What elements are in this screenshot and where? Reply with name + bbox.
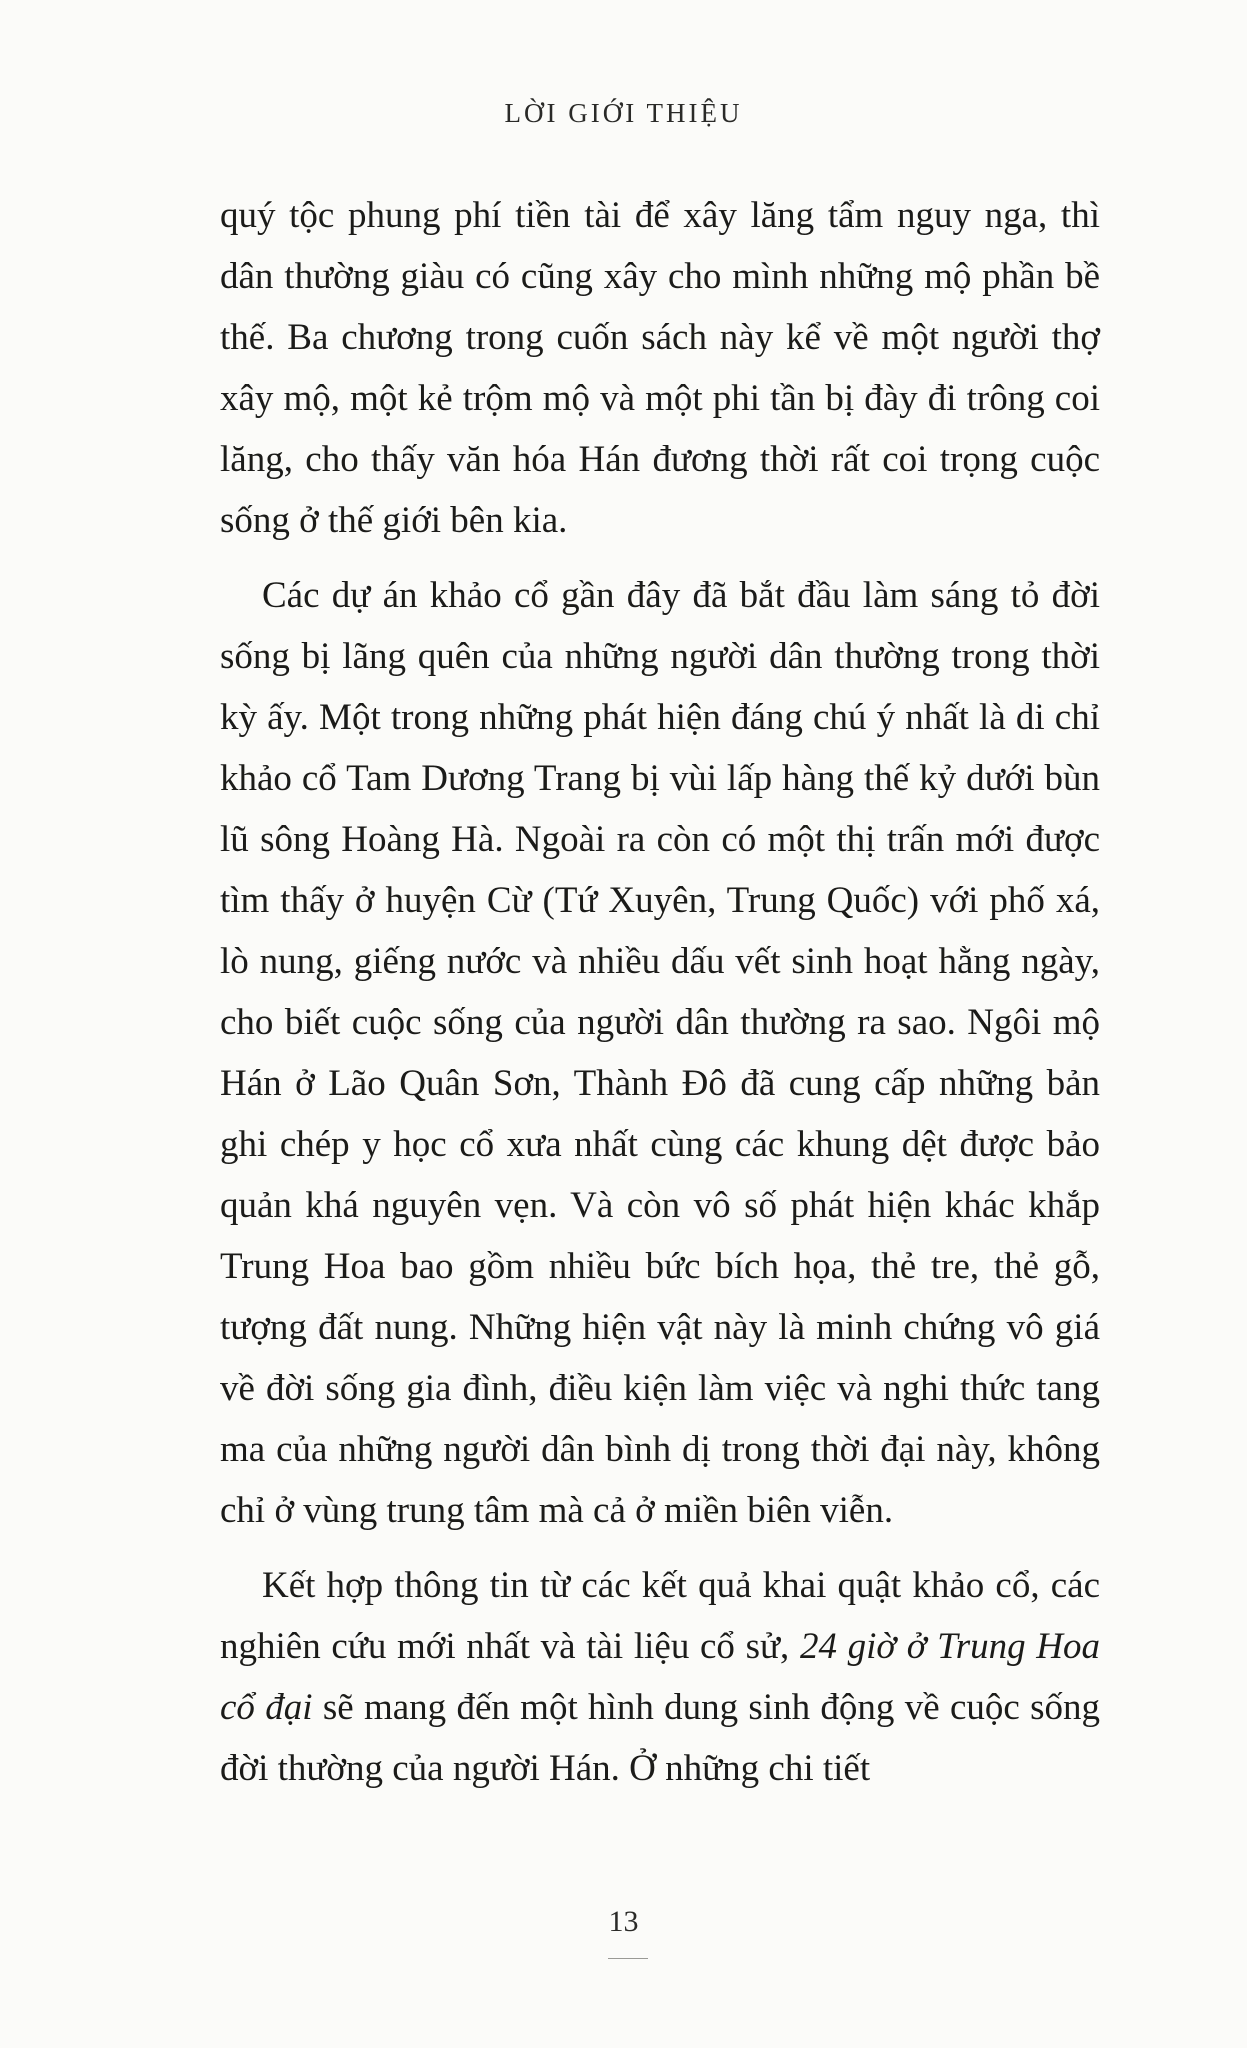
paragraph-3	[220, 1555, 1100, 1799]
page-number-rule	[608, 1958, 648, 1959]
paragraph-3-text-before: Kết hợp thông tin từ các kết quả khai quật khảo cổ, các nghiên cứu mới nhất và tài liệu cổ sử,	[220, 1565, 1100, 1667]
page-number: 13	[608, 1905, 639, 1938]
paragraph-3-text-after: sẽ mang đến một hình dung sinh động về cuộc sống đời thường của người Hán. Ở những chi tiết	[220, 1687, 1100, 1789]
body-text	[220, 185, 1100, 1813]
paragraph-2: Các dự án khảo cổ gần đây đã bắt đầu làm sáng tỏ đời sống bị lãng quên của những người dân thường trong thời kỳ ấy. Một trong những phát hiện đáng chú ý nhất là di chỉ khảo cổ Tam Dương Trang bị vùi lấp hàng thế kỷ dưới bùn lũ sông Hoàng Hà. Ngoài ra còn có một thị trấn mới được tìm thấy ở huyện Cừ (Tứ Xuyên, Trung Quốc) với phố xá, lò nung, giếng nước và nhiều dấu vết sinh hoạt hằng ngày, cho biết cuộc sống của người dân thường ra sao. Ngôi mộ Hán ở Lão Quân Sơn, Thành Đô đã cung cấp những bản ghi chép y học cổ xưa nhất cùng các khung dệt được bảo quản khá nguyên vẹn. Và còn vô số phát hiện khác khắp Trung Hoa bao gồm nhiều bức bích họa, thẻ tre, thẻ gỗ, tượng đất nung. Những hiện vật này là minh chứng vô giá về đời sống gia đình, điều kiện làm việc và nghi thức tang ma của những người dân bình dị trong thời đại này, không chỉ ở vùng trung tâm mà cả ở miền biên viễn.	[220, 575, 1100, 1531]
running-header-title: LỜI GIỚI THIỆU	[504, 98, 743, 128]
paragraph-1: quý tộc phung phí tiền tài để xây lăng tẩm nguy nga, thì dân thường giàu có cũng xây cho mình những mộ phần bề thế. Ba chương trong cuốn sách này kể về một người thợ xây mộ, một kẻ trộm mộ và một phi tần bị đày đi trông coi lăng, cho thấy văn hóa Hán đương thời rất coi trọng cuộc sống ở thế giới bên kia.	[220, 195, 1100, 541]
book-title: 24 giờ ở Trung Hoa cổ đại	[220, 1626, 1100, 1728]
